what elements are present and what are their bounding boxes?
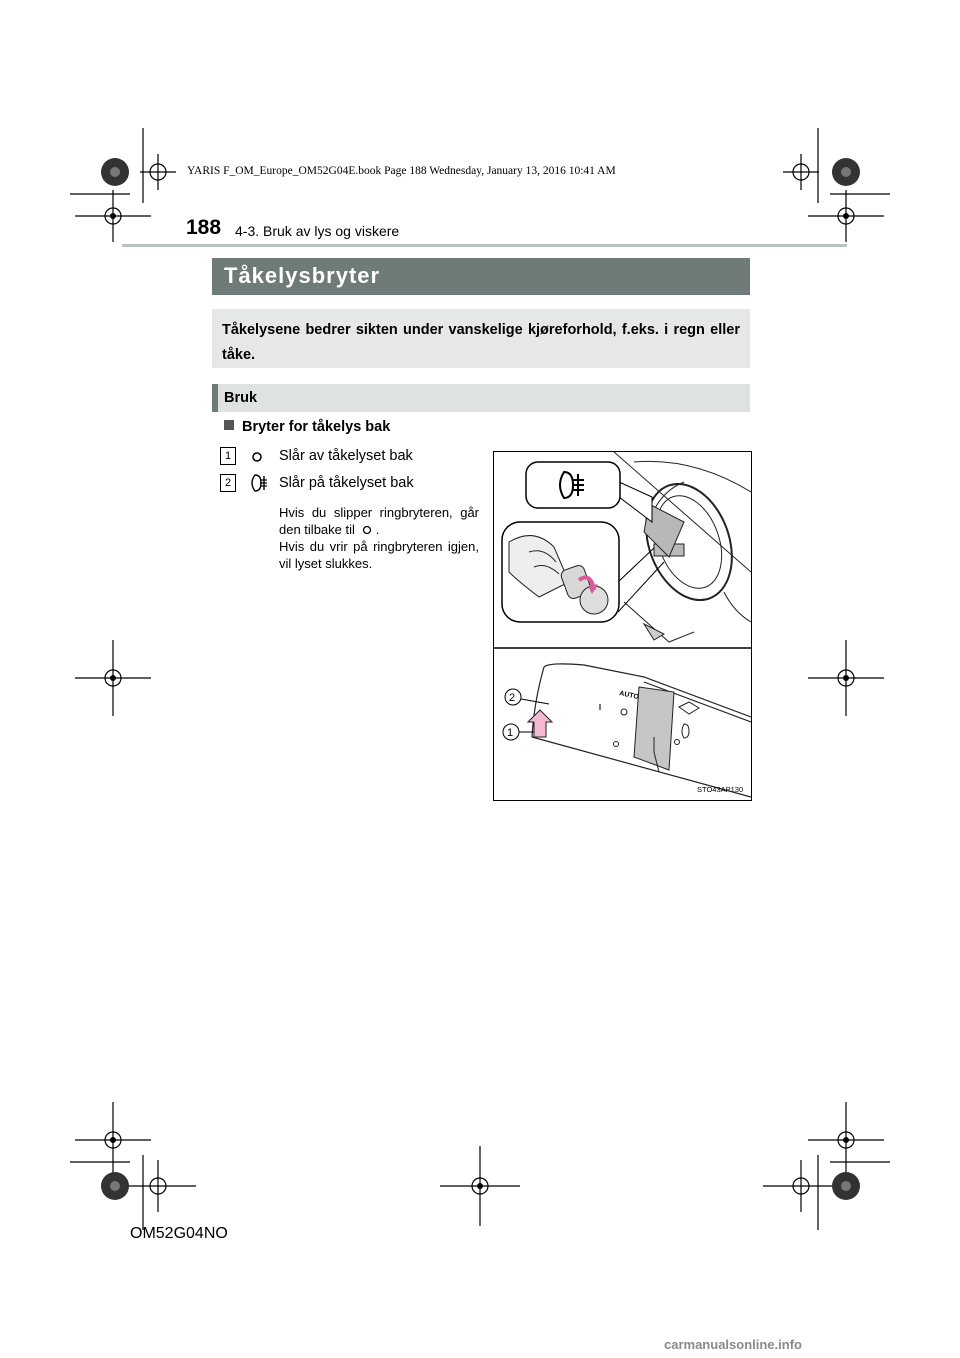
callout-2: 2 [509,692,516,704]
fog-switch-illustration [494,452,751,800]
auto-label: AUTO [618,690,640,702]
note-line-2: Hvis du vrir på ringbryteren igjen, vil lyset slukkes. [279,539,479,571]
header-rule [122,244,847,247]
section-title: Bruk [224,390,258,406]
manual-code: OM52G04NO [130,1225,228,1242]
figure-code: STO43AP130 [697,785,744,794]
item-1-text: Slår av tåkelyset bak [279,448,413,464]
page-number: 188 [186,216,222,239]
title-bar [212,258,750,295]
intro-box [212,309,750,368]
off-circle-icon [251,451,263,463]
note-line-1: Hvis du slipper ringbryteren, går den tilbake til . [279,505,479,537]
item-number-2: 2 [220,474,236,492]
book-info-line: YARIS F_OM_Europe_OM52G04E.book Page 188 Wednesday, January 13, 2016 10:41 AM [187,165,616,177]
figure [493,451,752,801]
square-bullet-icon [224,420,234,430]
intro-text: Tåkelysene bedrer sikten under vanskelige kjøreforhold, f.eks. i regn eller tåke. [222,322,740,363]
subheading [224,419,390,435]
subheading-text: Bryter for tåkelys bak [242,419,391,435]
section-accent [212,384,218,412]
note [279,504,479,572]
rear-fog-light-icon [246,473,268,493]
off-circle-icon [362,525,372,535]
item-number-1: 1 [220,447,236,465]
page-title: Tåkelysbryter [224,263,381,288]
item-2-text: Slår på tåkelyset bak [279,475,414,491]
watermark: carmanualsonline.info [664,1337,802,1352]
running-head: 4-3. Bruk av lys og viskere [235,223,400,239]
section-bar [212,384,750,412]
callout-1: 1 [507,727,514,739]
